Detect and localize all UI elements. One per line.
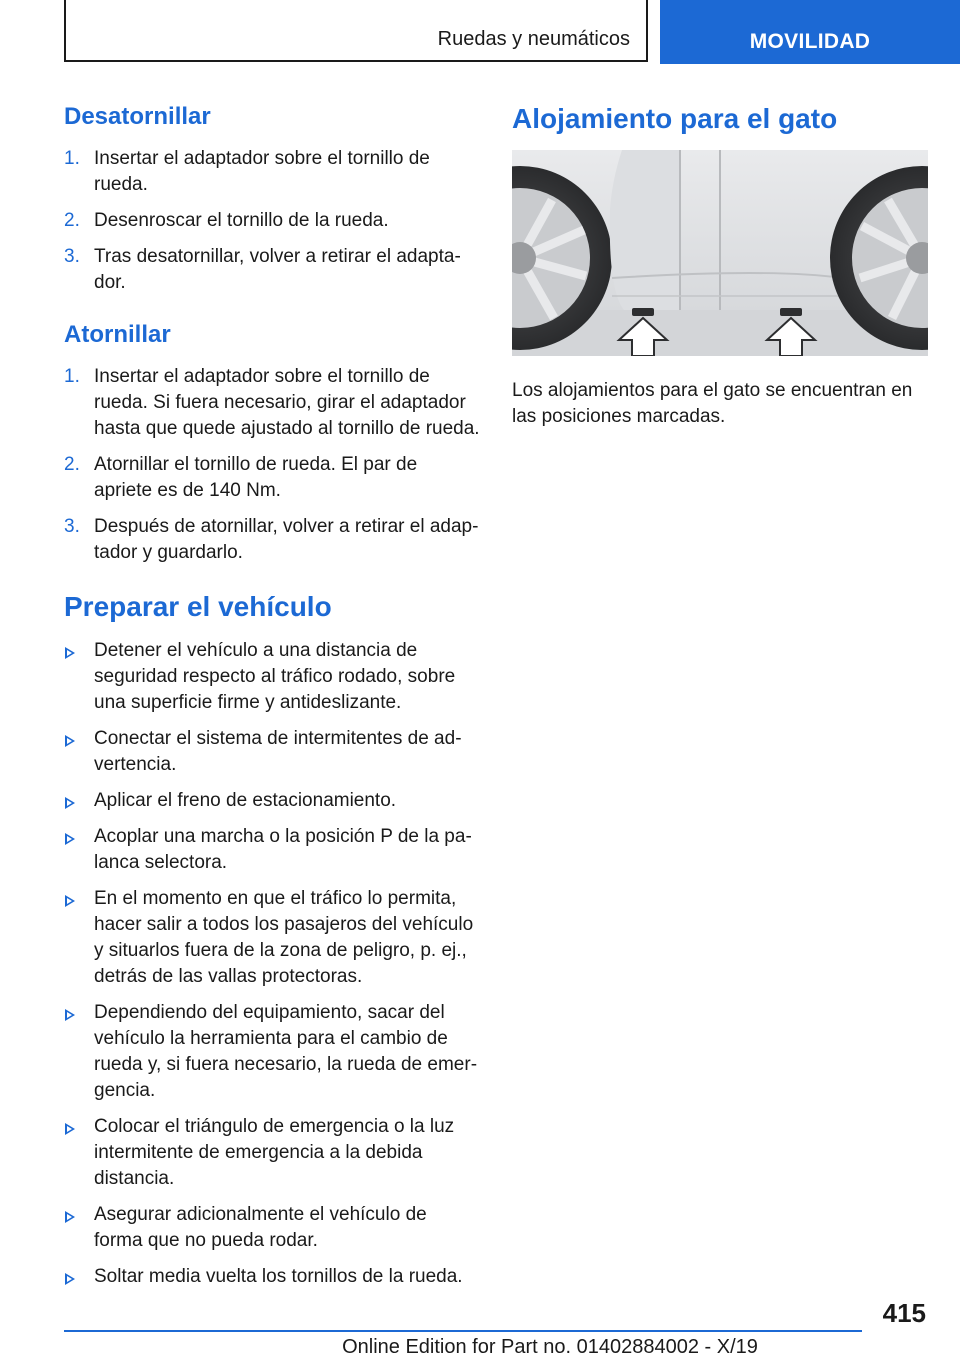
- step-text: Desenroscar el tornillo de la rueda.: [94, 210, 389, 231]
- list-item-text: En el momento en que el tráfico lo permita, hacer salir a todos los pasajeros del vehículo y situarlos fuera de la zona de peligro, p. ej., detrás de las vallas protectoras.: [94, 888, 474, 987]
- atornillar-section: [64, 318, 480, 566]
- step-item: [64, 208, 480, 234]
- page-number: 415: [882, 1298, 926, 1328]
- list-item-text: Colocar el triángulo de emergencia o la luz intermitente de emergencia a la debida distancia.: [94, 1116, 455, 1189]
- jack-points-caption: Los alojamientos para el gato se encuentran en las posiciones marcadas.: [512, 380, 913, 427]
- step-text: Atornillar el tornillo de rueda. El par de apriete es de 140 Nm.: [94, 454, 418, 501]
- list-item: [64, 824, 480, 876]
- section-name: Ruedas y neumáticos: [437, 28, 630, 50]
- list-item: [64, 1000, 480, 1104]
- footer-divider: [64, 1330, 862, 1332]
- list-item-text: Dependiendo del equipamiento, sacar del vehículo la herramienta para el cambio de rueda y, si fuera necesario, la rueda de emergencia.: [94, 1002, 478, 1101]
- list-item: [64, 1264, 480, 1290]
- jack-point-right: [780, 308, 802, 316]
- step-item: [64, 452, 480, 504]
- triangle-bullet-icon: [65, 833, 75, 845]
- chapter-tab: [660, 0, 960, 64]
- list-item: [64, 638, 480, 716]
- preparar-list: [64, 638, 480, 1290]
- step-number: 3.: [64, 516, 80, 537]
- jack-point-left: [632, 308, 654, 316]
- atornillar-steps: [64, 364, 480, 566]
- atornillar-heading: Atornillar: [64, 321, 171, 348]
- step-text: Insertar el adaptador sobre el tornillo de rueda.: [94, 148, 430, 195]
- chapter-name: MOVILIDAD: [749, 30, 871, 53]
- step-text: Después de atornillar, volver a retirar el adaptador y guardarlo.: [94, 516, 479, 563]
- list-item: [64, 1202, 480, 1254]
- triangle-bullet-icon: [65, 1009, 75, 1021]
- list-item-text: Conectar el sistema de intermitentes de advertencia.: [94, 728, 462, 775]
- preparar-heading: Preparar el vehículo: [64, 591, 332, 622]
- step-number: 1.: [64, 366, 80, 387]
- list-item-text: Soltar media vuelta los tornillos de la rueda.: [94, 1266, 463, 1287]
- step-number: 3.: [64, 246, 80, 267]
- triangle-bullet-icon: [65, 895, 75, 907]
- triangle-bullet-icon: [65, 735, 75, 747]
- triangle-bullet-icon: [65, 1123, 75, 1135]
- step-number: 1.: [64, 148, 80, 169]
- list-item-text: Detener el vehículo a una distancia de seguridad respecto al tráfico rodado, sobre una superficie firme y antideslizante.: [94, 640, 456, 713]
- step-text: Tras desatornillar, volver a retirar el adaptador.: [94, 246, 461, 293]
- list-item: [64, 788, 480, 814]
- triangle-bullet-icon: [65, 1273, 75, 1285]
- step-item: [64, 244, 480, 296]
- right-column: [512, 100, 928, 430]
- desatornillar-steps: [64, 146, 480, 296]
- step-item: [64, 146, 480, 198]
- edition-note: Online Edition for Part no. 01402884002 - X/19: [342, 1336, 758, 1358]
- section-tab: [64, 0, 648, 62]
- step-text: Insertar el adaptador sobre el tornillo de rueda. Si fuera necesario, girar el adaptador hasta que quede ajustado al tornillo de rueda.: [94, 366, 480, 439]
- list-item-text: Asegurar adicionalmente el vehículo de forma que no pueda rodar.: [94, 1204, 427, 1251]
- jack-points-figure: [512, 150, 928, 356]
- step-number: 2.: [64, 210, 80, 231]
- list-item: [64, 1114, 480, 1192]
- list-item: [64, 886, 480, 990]
- page-header: [0, 0, 960, 66]
- preparar-section: [64, 588, 480, 1290]
- triangle-bullet-icon: [65, 1211, 75, 1223]
- list-item: [64, 726, 480, 778]
- left-column: [64, 100, 480, 1300]
- triangle-bullet-icon: [65, 797, 75, 809]
- jack-points-heading: Alojamiento para el gato: [512, 103, 838, 134]
- step-item: [64, 364, 480, 442]
- list-item-text: Acoplar una marcha o la posición P de la palanca selectora.: [94, 826, 472, 873]
- desatornillar-heading: Desatornillar: [64, 103, 211, 130]
- triangle-bullet-icon: [65, 647, 75, 659]
- step-item: [64, 514, 480, 566]
- desatornillar-section: [64, 100, 480, 296]
- list-item-text: Aplicar el freno de estacionamiento.: [94, 790, 397, 811]
- step-number: 2.: [64, 454, 80, 475]
